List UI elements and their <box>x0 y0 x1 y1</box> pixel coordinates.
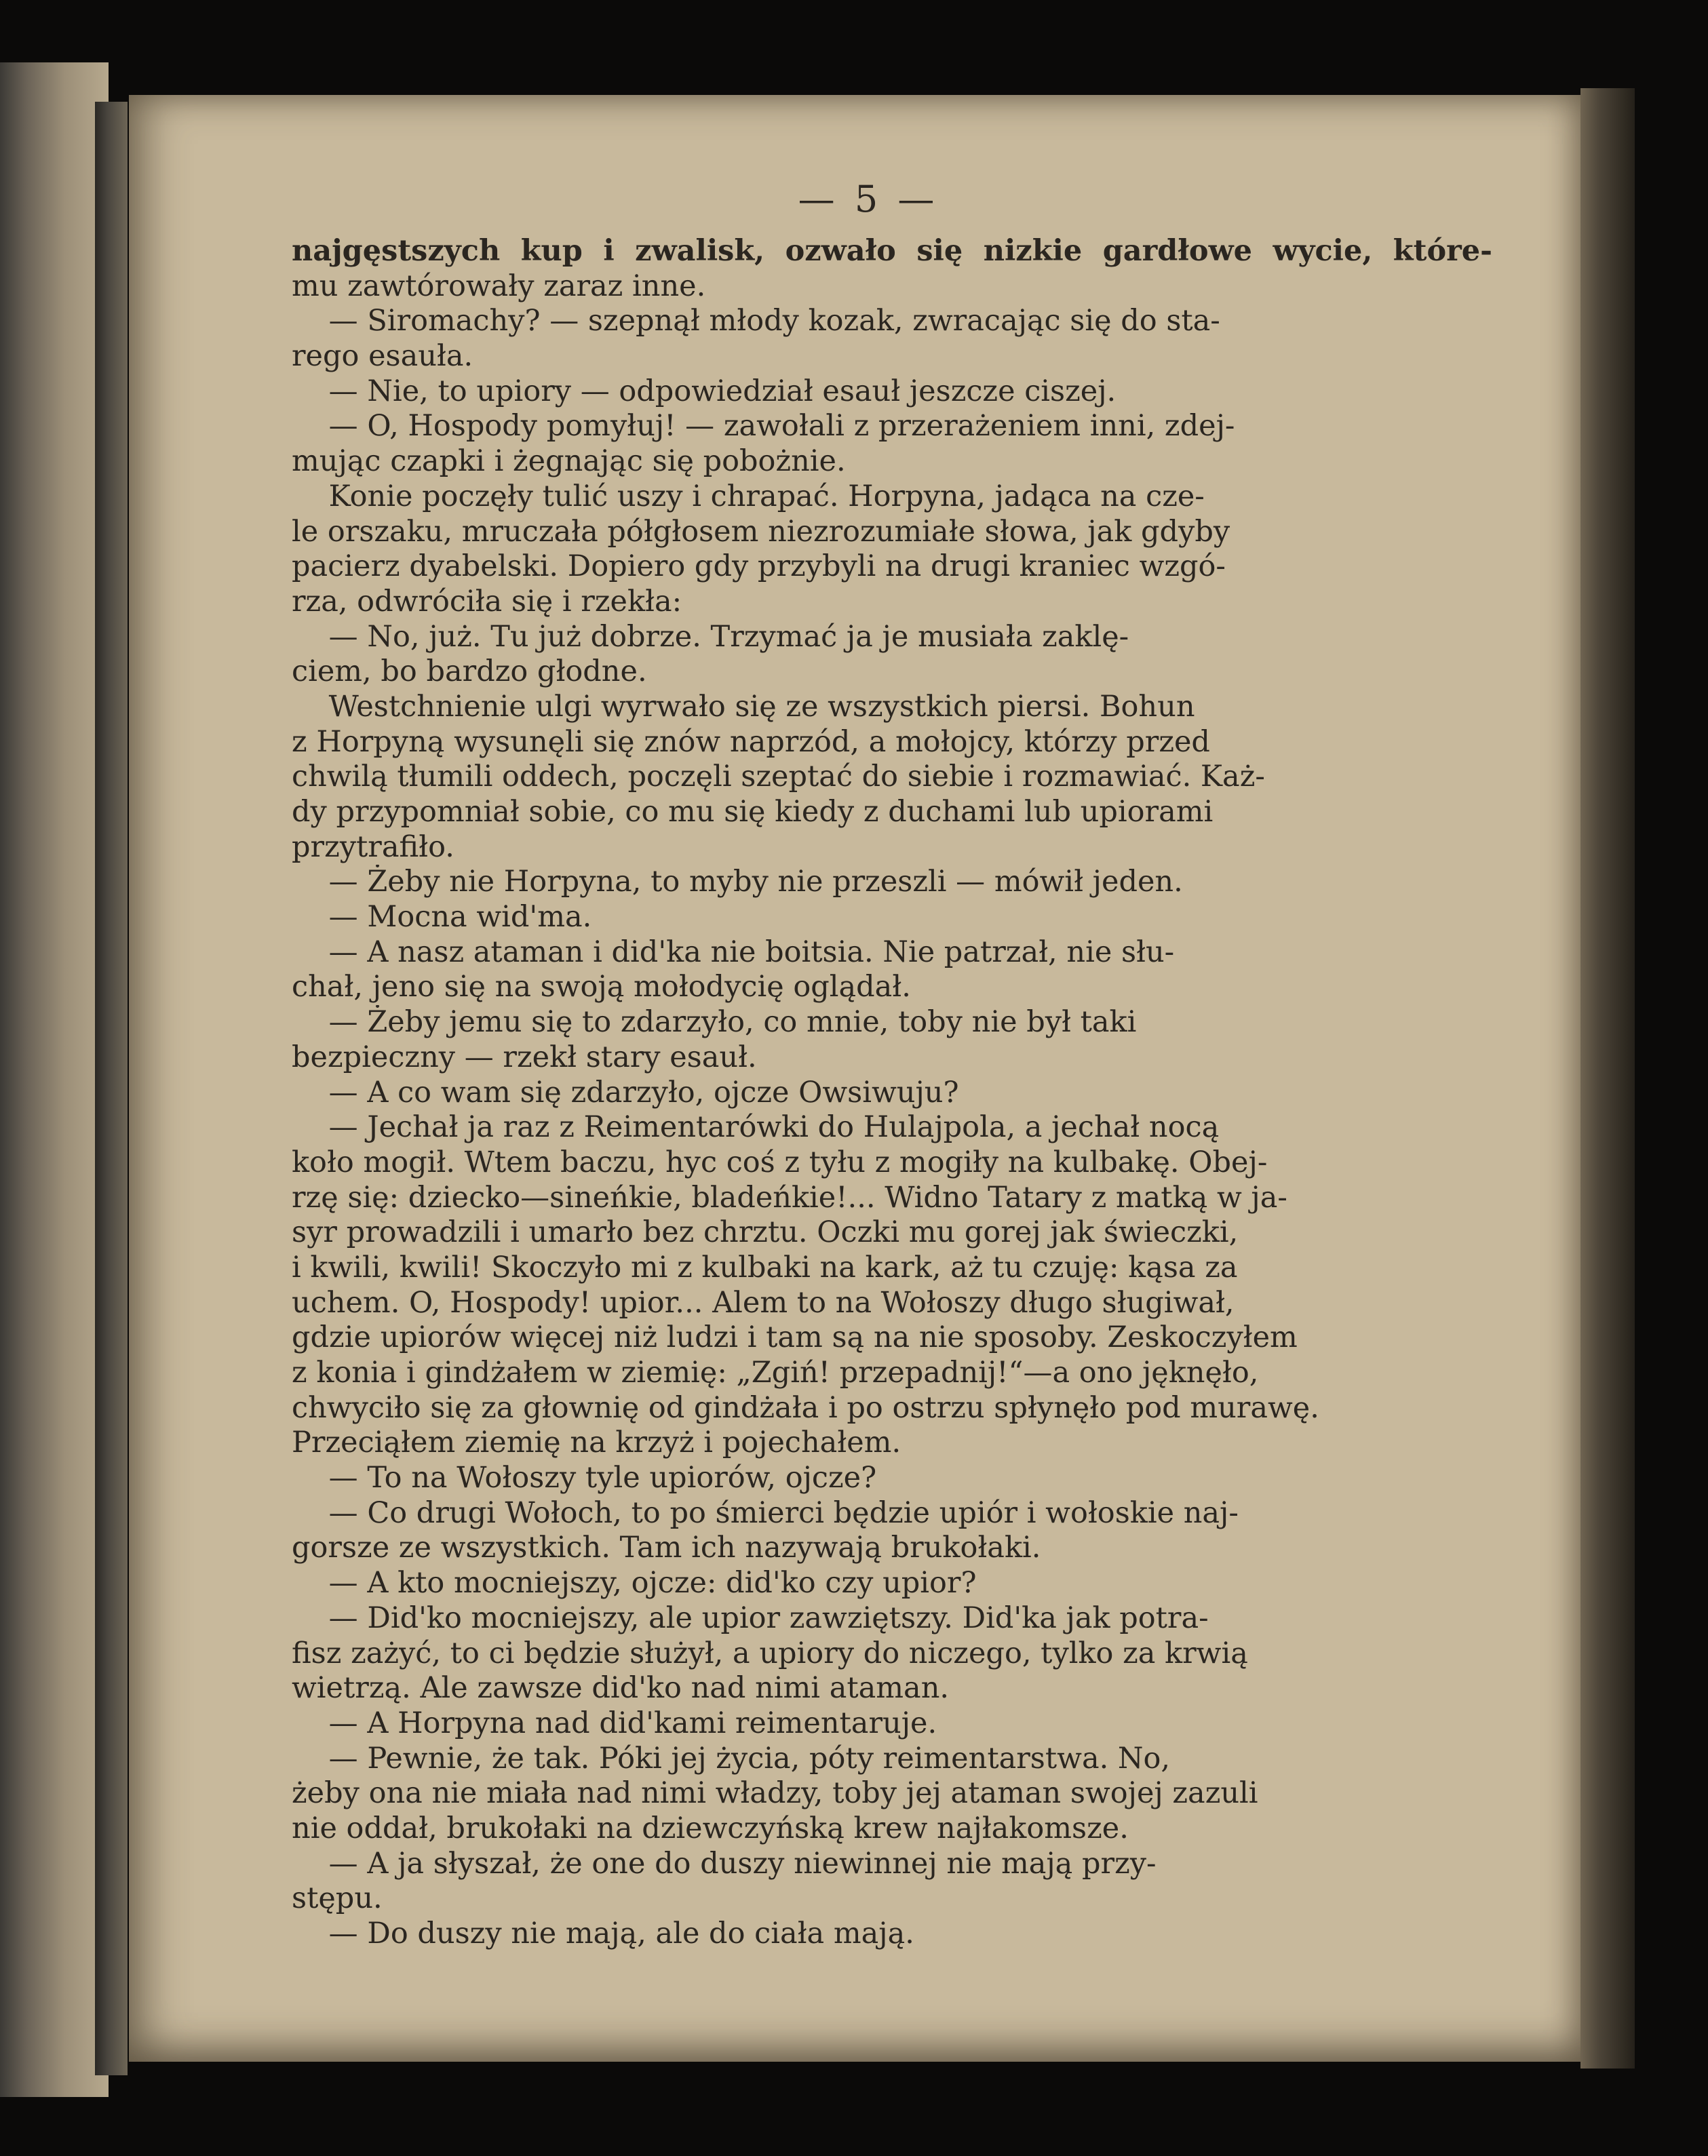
text-line: żeby ona nie miała nad nimi władzy, toby jej ataman swojej zazuli <box>292 1776 1258 1811</box>
text-line: pacierz dyabelski. Dopiero gdy przybyli na drugi kraniec wzgó- <box>292 549 1226 584</box>
text-line: wietrzą. Ale zawsze did'ko nad nimi ataman. <box>292 1671 950 1706</box>
text-line: — Nie, to upiory — odpowiedział esauł jeszcze ciszej. <box>292 374 1117 408</box>
text-line: — No, już. Tu już dobrze. Trzymać ja je musiała zaklę- <box>292 619 1129 654</box>
text-line: rzę się: dziecko—sineńkie, bladeńkie!... Widno Tatary z matką w ja- <box>292 1180 1287 1215</box>
text-line: — A co wam się zdarzyło, ojcze Owsiwuju? <box>292 1075 959 1110</box>
text-line: mu zawtórowały zaraz inne. <box>292 269 706 303</box>
text-line: Przeciąłem ziemię na krzyż i pojechałem. <box>292 1426 901 1460</box>
text-line: z Horpyną wysunęli się znów naprzód, a mołojcy, którzy przed <box>292 724 1210 759</box>
text-line: z konia i gindżałem w ziemię: „Zgiń! przepadnij!“—a ono jęknęło, <box>292 1356 1259 1390</box>
text-line: Westchnienie ulgi wyrwało się ze wszystkich piersi. Bohun <box>292 689 1195 724</box>
book-gutter <box>95 102 128 2075</box>
text-line: — Jechał ja raz z Reimentarówki do Hulajpola, a jechał nocą <box>292 1110 1220 1145</box>
text-line: — A kto mocniejszy, ojcze: did'ko czy upior? <box>292 1566 977 1601</box>
text-line: — To na Wołoszy tyle upiorów, ojcze? <box>292 1461 877 1495</box>
text-line: fisz zażyć, to ci będzie służył, a upiory do niczego, tylko za krwią <box>292 1636 1248 1670</box>
text-line: — Co drugi Wołoch, to po śmierci będzie upiór i wołoskie naj- <box>292 1495 1239 1530</box>
text-line: syr prowadzili i umarło bez chrztu. Oczki mu gorej jak świeczki, <box>292 1215 1239 1250</box>
text-line: przytrafiło. <box>292 829 454 864</box>
text-line: — O, Hospody pomyłuj! — zawołali z przerażeniem inni, zdej- <box>292 409 1235 444</box>
text-line: Konie poczęły tulić uszy i chrapać. Horpyna, jadąca na cze- <box>292 479 1205 513</box>
text-line: le orszaku, mruczała półgłosem niezrozumiałe słowa, jak gdyby <box>292 514 1230 549</box>
text-line: dy przypomniał sobie, co mu się kiedy z duchami lub upiorami <box>292 795 1214 829</box>
page-stack-edge <box>1580 88 1635 2069</box>
text-line: — Siromachy? — szepnął młody kozak, zwracając się do sta- <box>292 304 1220 338</box>
page-number: — 5 — <box>798 178 939 220</box>
text-line: chał, jeno się na swoją mołodycię oglądał. <box>292 970 911 1004</box>
text-line: rza, odwróciła się i rzekła: <box>292 584 682 619</box>
text-line: — Żeby nie Horpyna, to myby nie przeszli — mówił jeden. <box>292 865 1183 899</box>
text-line: stępu. <box>292 1881 383 1916</box>
text-line: bezpieczny — rzekł stary esauł. <box>292 1040 757 1074</box>
text-line: chwyciło się za głownię od gindżała i po ostrzu spłynęło pod murawę. <box>292 1390 1319 1425</box>
text-line: chwilą tłumili oddech, poczęli szeptać do siebie i rozmawiać. Każ- <box>292 760 1265 794</box>
text-line: koło mogił. Wtem baczu, hyc coś z tyłu z mogiły na kulbakę. Obej- <box>292 1145 1268 1179</box>
text-line: — Did'ko mocniejszy, ale upior zawziętszy. Did'ka jak potra- <box>292 1601 1209 1635</box>
text-line: nie oddał, brukołaki na dziewczyńską krew najłakomsze. <box>292 1811 1129 1845</box>
text-line: — Do duszy nie mają, ale do ciała mają. <box>292 1917 914 1951</box>
text-line: — A nasz ataman i did'ka nie boitsia. Nie patrzał, nie słu- <box>292 935 1175 969</box>
text-line: — Pewnie, że tak. Póki jej życia, póty reimentarstwa. No, <box>292 1741 1171 1776</box>
facing-page-edge <box>0 62 109 2097</box>
text-line: i kwili, kwili! Skoczyło mi z kulbaki na kark, aż tu czuję: kąsa za <box>292 1250 1238 1285</box>
text-line: najgęstszych kup i zwalisk, ozwało się nizkie gardłowe wycie, które- <box>292 234 1492 268</box>
text-line: — Żeby jemu się to zdarzyło, co mnie, toby nie był taki <box>292 1005 1137 1040</box>
text-line: rego esauła. <box>292 339 473 374</box>
text-line: — Mocna wid'ma. <box>292 900 592 935</box>
text-line: — A Horpyna nad did'kami reimentaruje. <box>292 1706 937 1740</box>
text-line: gdzie upiorów więcej niż ludzi i tam są na nie sposoby. Zeskoczyłem <box>292 1320 1298 1355</box>
text-line: uchem. O, Hospody! upior... Alem to na Wołoszy długo sługiwał, <box>292 1285 1235 1320</box>
text-line: ciem, bo bardzo głodne. <box>292 654 647 689</box>
text-line: gorsze ze wszystkich. Tam ich nazywają brukołaki. <box>292 1531 1041 1565</box>
page-text <box>292 234 1492 1952</box>
text-line: — A ja słyszał, że one do duszy niewinnej nie mają przy- <box>292 1846 1157 1881</box>
text-line: mując czapki i żegnając się pobożnie. <box>292 444 846 479</box>
